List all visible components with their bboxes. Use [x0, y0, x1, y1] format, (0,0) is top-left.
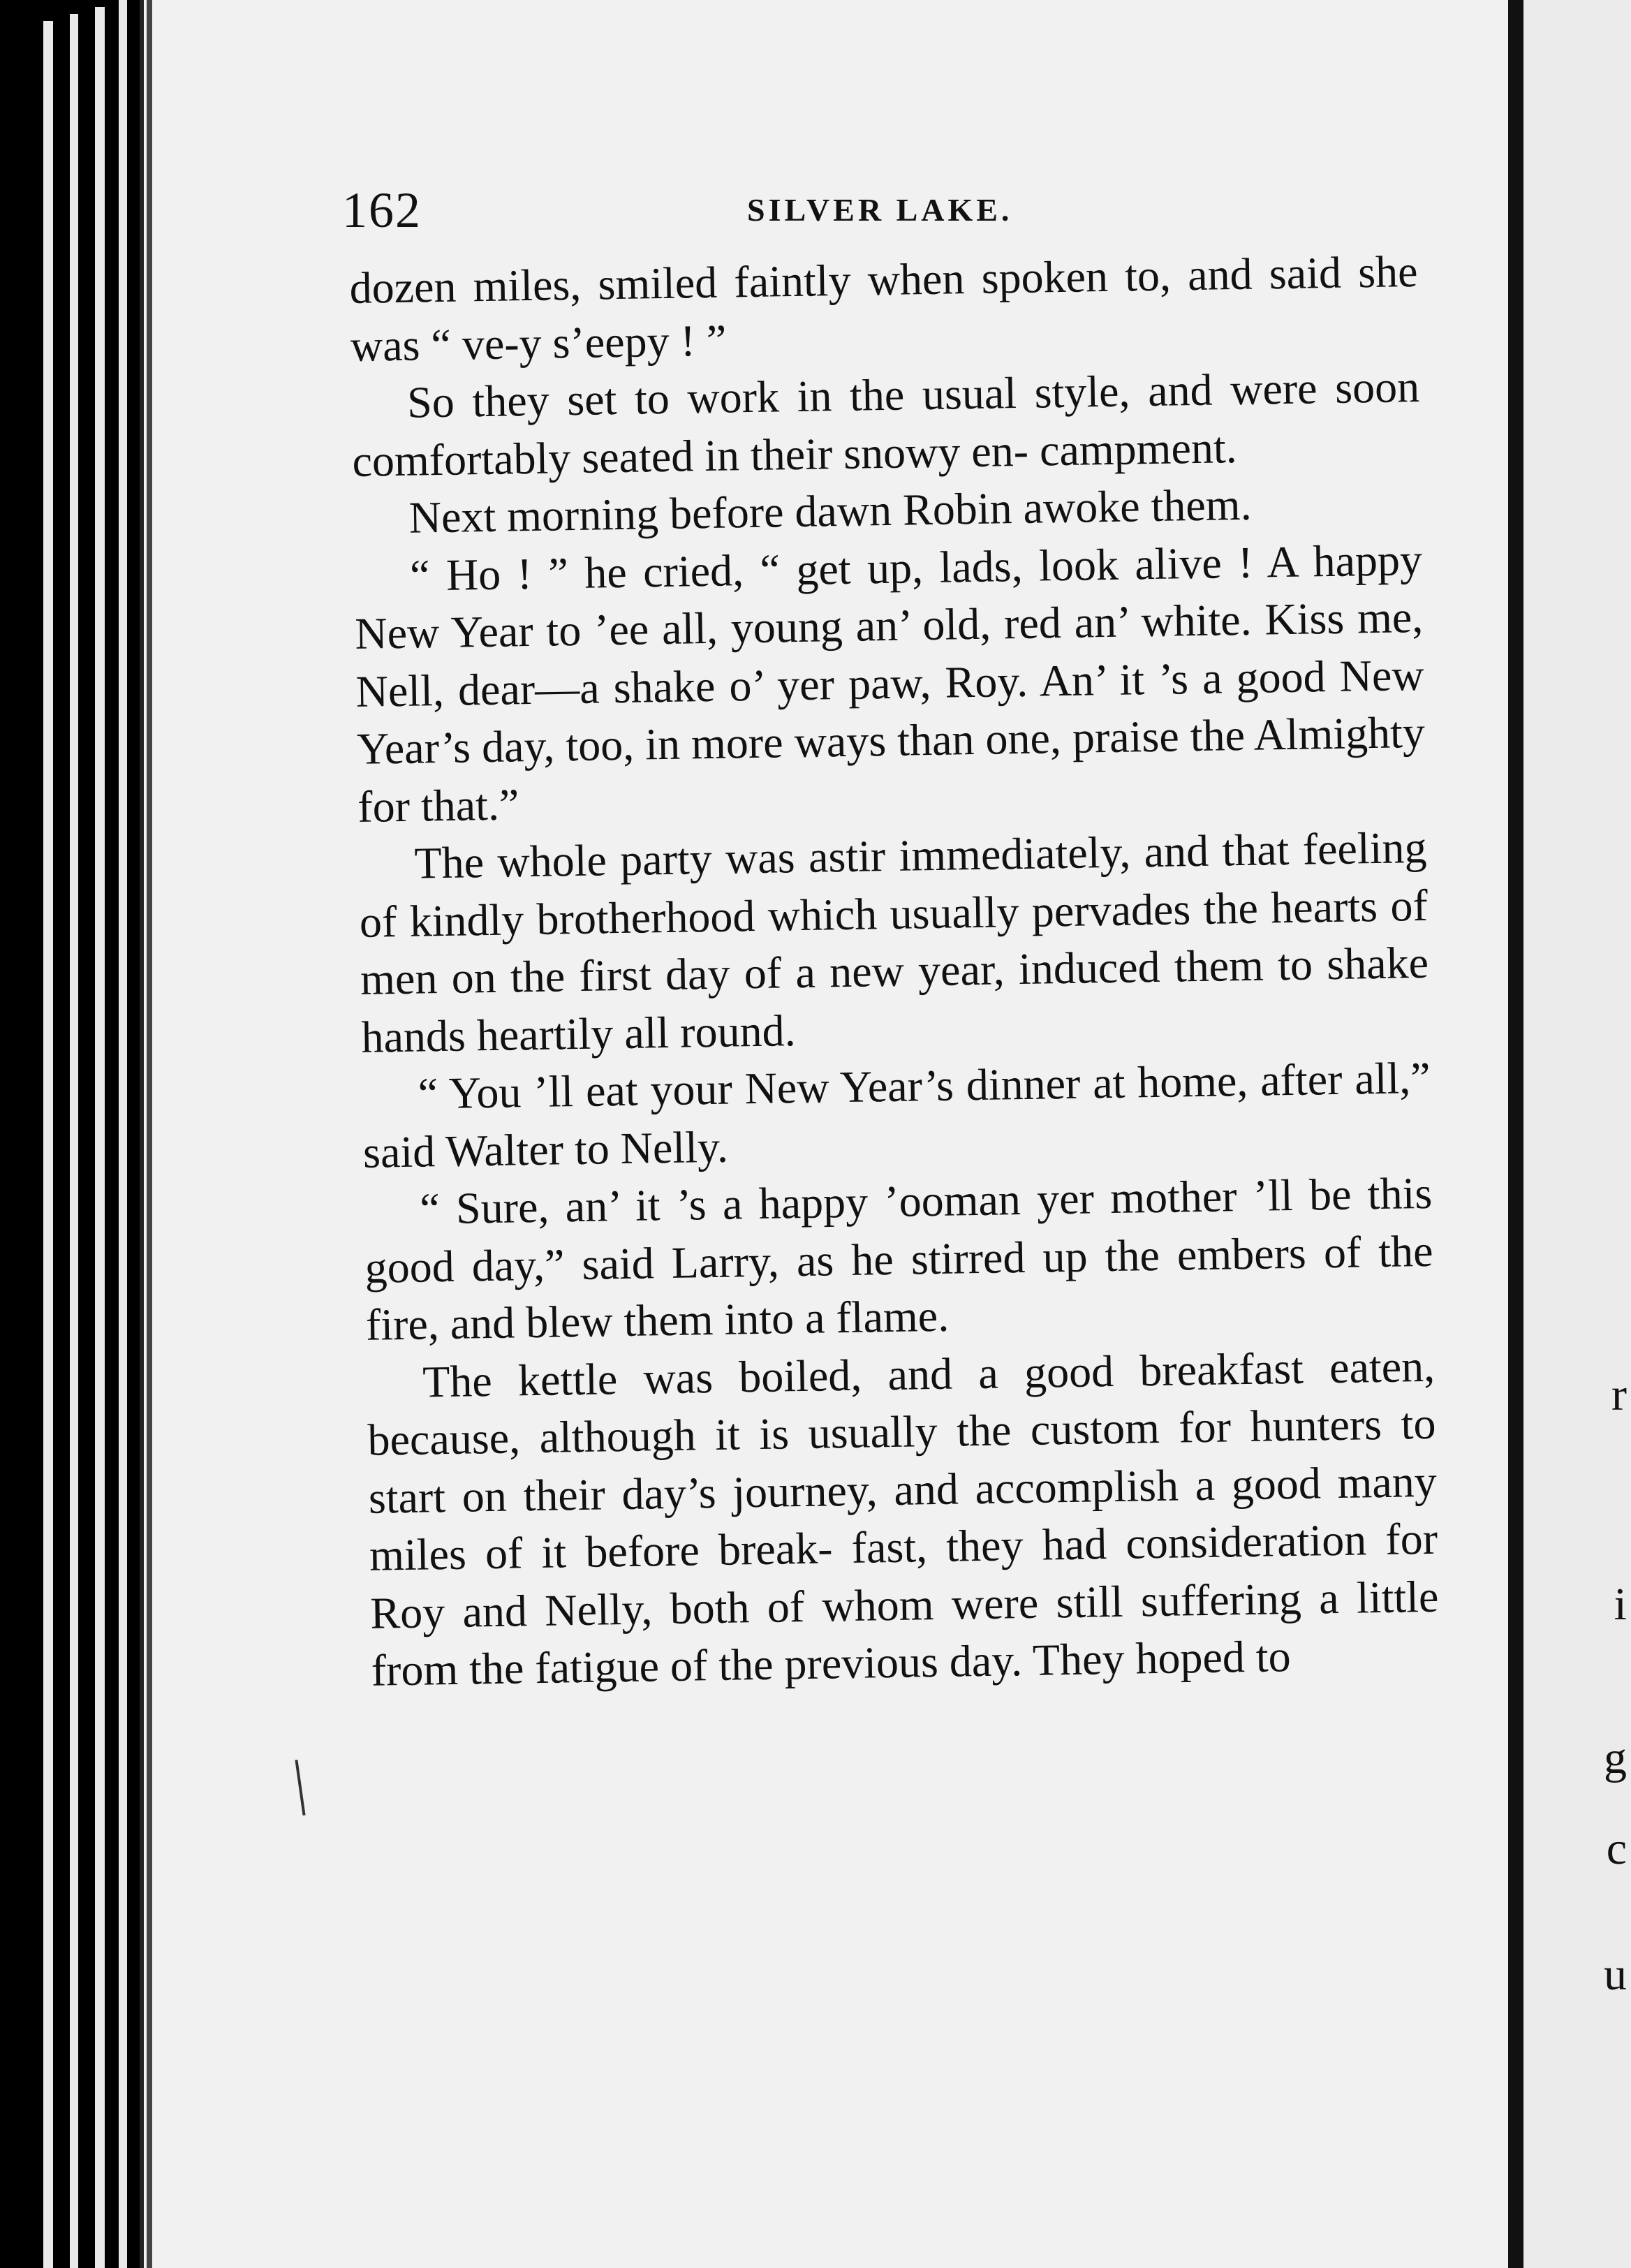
page-border [147, 0, 152, 2268]
page-edge [70, 14, 78, 2268]
facing-page [1523, 0, 1631, 2268]
paragraph: Next morning before dawn Robin awoke them. [408, 479, 1253, 543]
facing-page-fragment: r [1611, 1369, 1627, 1420]
facing-page-fragment: g [1604, 1732, 1627, 1783]
page-edge [119, 0, 127, 2268]
page-edge [95, 7, 105, 2268]
paragraph: “ Ho ! ” he cried, “ get up, lads, look alive ! A happy New Year to ’ee all, young an’ old, red an’ white. Kiss me, Nell, dear—a shake o’ yer paw, Roy. An’ it ’s a good New Year’s day, too, in more ways than one, praise the Almighty for that.” [354, 534, 1426, 832]
body-text [349, 243, 1440, 1700]
page-number: 162 [342, 182, 422, 238]
paragraph: The kettle was boiled, and a good breakfast eaten, because, although it is usually the custom for hunters to start on their day’s journey, and accomplish a good many miles of it before break- fast, they had consideration for Roy and Nelly, both of whom were still suffering a little from the fatigue of the previous day. They hoped to [367, 1341, 1439, 1695]
facing-page-fragment: c [1606, 1823, 1627, 1874]
paragraph: “ Sure, an’ it ’s a happy ’ooman yer mother ’ll be this good day,” said Larry, as he stirred up the embers of the fire, and blew them into a flame. [364, 1168, 1434, 1350]
book-gutter [1508, 0, 1523, 2268]
paragraph: dozen miles, smiled faintly when spoken to, and said she was “ ve-y s’eepy ! ” [349, 246, 1419, 371]
paragraph: So they set to work in the usual style, and were soon comfortably seated in their snowy en- campment. [351, 361, 1420, 486]
paragraph: The whole party was astir immediately, and that feeling of kindly brotherhood which usually pervades the hearts of men on the first day of a new year, induced them to shake hands heartily all round. [359, 822, 1429, 1062]
paragraph: “ You ’ll eat your New Year’s dinner at home, after all,” said Walter to Nelly. [362, 1052, 1431, 1177]
page-header [342, 182, 1417, 244]
facing-page-fragment: u [1604, 1949, 1627, 2000]
page-edge [43, 21, 53, 2268]
facing-page-fragment: i [1614, 1579, 1627, 1630]
running-title: SILVER LAKE. [747, 192, 1013, 228]
